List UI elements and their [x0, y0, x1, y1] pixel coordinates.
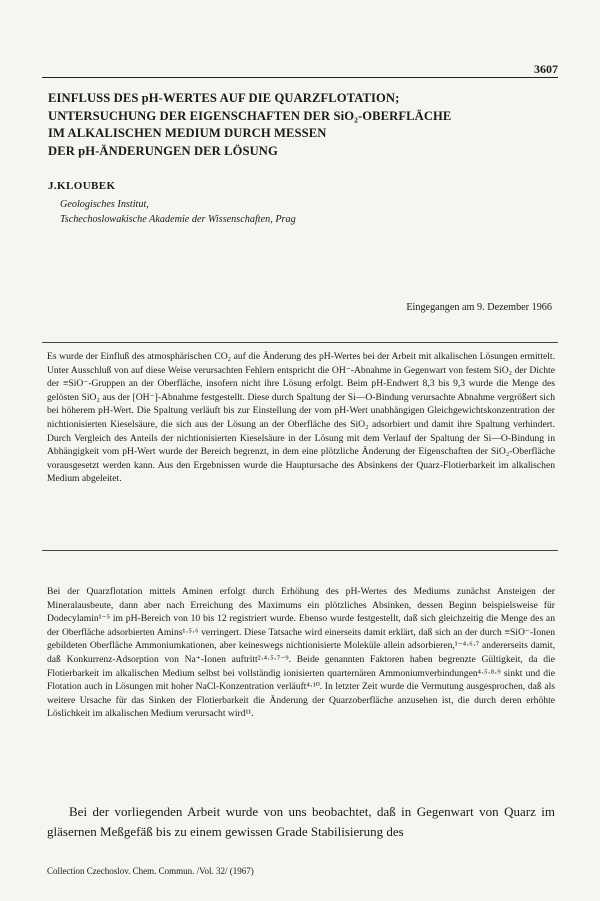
abstract-text: Es wurde der Einfluß des atmosphärischen CO₂ auf die Änderung des pH-Wertes bei der Arbeit mit alkalischen Lösungen ermittelt. Unter Ausschluß von auf diese Weise verursachten Fehlern entspricht die OH⁻-Abnahme in Gegenwart von festem SiO₂ der Dichte der ≡SiO⁻-Gruppen an der Oberfläche, insofern nicht ihre Lösung erfolgt. Beim pH-Endwert 8,3 bis 9,3 wurde die Menge des gelösten SiO₂ aus der [OH⁻]-Abnahme festgestellt. Diese durch Spaltung der Si—O-Bindung verursachte Abnahme vergrößert sich bei höherem pH-Wert. Die Spaltung verläuft bis zur Einstellung der vom pH-Wert unabhängigen Gleichgewichtskonzentration der nichtionisierten Kieselsäure, die sich aus der Lösung an der Oberfläche des SiO₂ adsorbiert und damit ihre Spaltung verhindert. Durch Vergleich des Anteils der nichtionisierten Kieselsäure in der Lösung mit dem Verlauf der Spaltung der Si—O-Bindung in Abhängigkeit vom pH-Wert wurde der Bereich begrenzt, in dem eine plötzliche Änderung der Eigenschaften der SiO₂-Oberfläche vorausgesetzt werden kann. Aus den Ergebnissen wurde die Hauptursache des Absinkens der Quarz-Flotierbarkeit im alkalischen Medium abgeleitet. [47, 351, 555, 485]
body-paragraph: Bei der vorliegenden Arbeit wurde von uns beobachtet, daß in Gegenwart von Quarz im gläsernen Meßgefäß bis zu einem gewissen Grade Stabilisierung des [47, 804, 555, 839]
title-line: IM ALKALISCHEN MEDIUM DURCH MESSEN [48, 126, 327, 140]
article-title [48, 90, 558, 160]
page-number: 3607 [534, 62, 558, 76]
abstract-bottom-rule [42, 550, 558, 551]
affiliation-line: Geologisches Institut, [60, 199, 149, 210]
title-line: UNTERSUCHUNG DER EIGENSCHAFTEN DER SiO₂-OBERFLÄCHE [48, 108, 452, 123]
journal-citation: Collection Czechoslov. Chem. Commun. /Vol. 32/ (1967) [47, 866, 254, 876]
affiliation-line: Tschechoslowakische Akademie der Wissenschaften, Prag [60, 214, 296, 225]
author-affiliation [60, 197, 296, 227]
author-name: J.KLOUBEK [48, 180, 116, 192]
body-paragraph: Bei der Quarzflotation mittels Aminen erfolgt durch Erhöhung des pH-Wertes des Mediums zunächst Ansteigen der Mineralausbeute, dann aber nach Erreichung des Maximums ein plötzliches Absinken, dessen Beginn beispielsweise für Dodecylamin¹⁻⁵ im pH-Bereich von 10 bis 12 registriert wurde. Ebenso wurde festgestellt, daß sich gleichzeitig die Menge des an der Oberfläche adsorbierten Amins¹·⁵·⁶ verringert. Diese Tatsache wird einerseits damit erklärt, daß sich an der durch ≡SiO⁻-Ionen gebildeten Oberfläche Ammoniumkationen, aber keineswegs nichtionisierte Moleküle allein adsorbieren,¹⁻⁴·⁶·⁷ andererseits damit, daß Konkurrenz-Adsorption von Na⁺-Ionen auftritt²·⁴·⁵·⁷⁻⁹. Beide genannten Faktoren haben begrenzte Gültigkeit, da die Flotierbarkeit im alkalischen Medium selbst bei vollständig ionisierten quarternären Ammoniumverbindungen⁴·⁵·⁸·⁹ sinkt und die Flotation auch in Lösungen mit hoher NaCl-Konzentration verläuft⁴·¹⁰. In letzter Zeit wurde die Vermutung ausgesprochen, daß als weitere Ursache für das Sinken der Flotierbarkeit die Änderung der Quarzoberfläche anzusehen ist, die durch deren erhöhte Löslichkeit im alkalischen Medium verursacht wird¹¹. [47, 586, 555, 720]
abstract-top-rule [42, 342, 558, 343]
title-line: EINFLUSS DES pH-WERTES AUF DIE QUARZFLOTATION; [48, 91, 400, 105]
header-rule [42, 77, 558, 78]
received-date: Eingegangen am 9. Dezember 1966 [406, 302, 552, 313]
title-line: DER pH-ÄNDERUNGEN DER LÖSUNG [48, 143, 278, 158]
